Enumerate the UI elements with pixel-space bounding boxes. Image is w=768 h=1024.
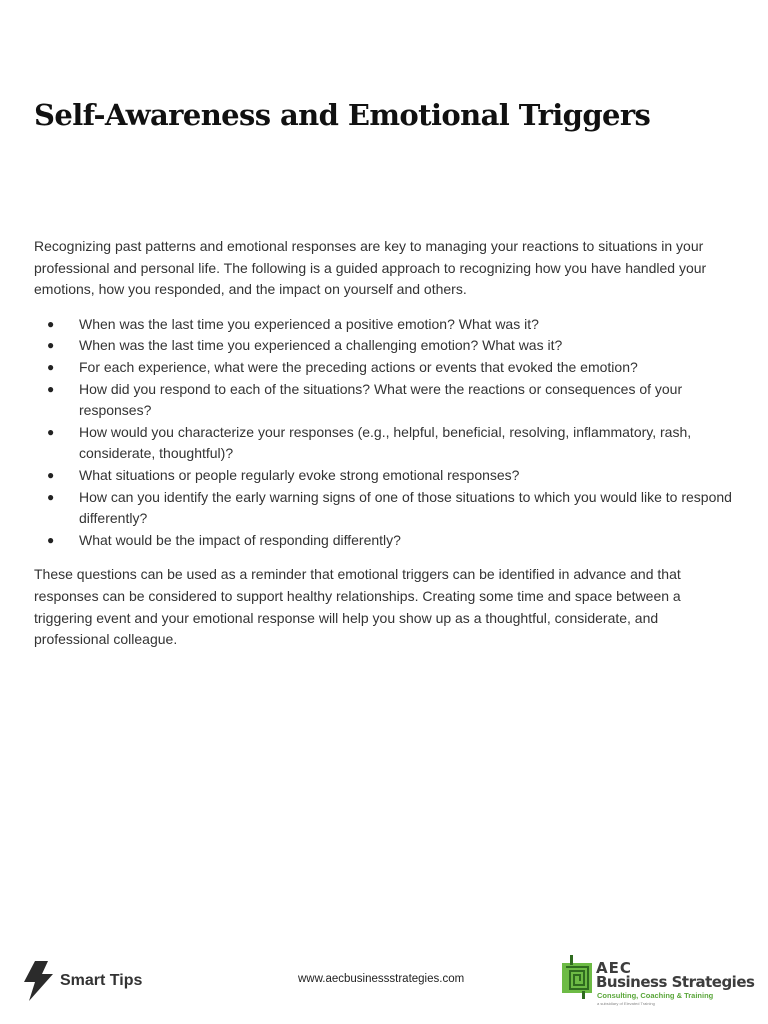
logo-tagline: Consulting, Coaching & Training [597, 991, 714, 1000]
bullet-icon: ● [47, 424, 55, 439]
list-item [34, 379, 734, 422]
question-text: What situations or people regularly evoke strong emotional responses? [79, 466, 520, 483]
question-text: How did you respond to each of the situations? What were the reactions or consequences of your responses? [79, 380, 683, 419]
document-body [34, 236, 734, 651]
smart-tips-brand [24, 961, 142, 1001]
question-text: How can you identify the early warning signs of one of those situations to which you would like to respond differently? [79, 488, 732, 527]
page-footer [0, 945, 768, 1015]
maze-logo-icon [562, 955, 596, 999]
question-text: For each experience, what were the preceding actions or events that evoked the emotion? [79, 358, 638, 375]
list-item [34, 422, 734, 465]
list-item [34, 314, 734, 336]
website-link[interactable]: www.aecbusinessstrategies.com [298, 973, 465, 985]
list-item [34, 530, 734, 552]
company-logo [560, 951, 760, 1009]
bullet-icon: ● [47, 381, 55, 396]
logo-subsidiary: a subsidiary of Elevated Training [597, 1001, 655, 1006]
question-text: When was the last time you experienced a challenging emotion? What was it? [79, 337, 563, 354]
bullet-icon: ● [47, 532, 55, 547]
bullet-icon: ● [47, 359, 55, 374]
bullet-icon: ● [47, 489, 55, 504]
list-item [34, 357, 734, 379]
smart-tips-label: Smart Tips [60, 972, 143, 989]
question-text: When was the last time you experienced a positive emotion? What was it? [79, 315, 539, 332]
conclusion-paragraph: These questions can be used as a reminder that emotional triggers can be identified in advance and that responses can be considered to support healthy relationships. Creating some time and space between a triggering event and your emotional response will help you show up as a thoughtful, considerate, and professional colleague. [34, 566, 681, 648]
question-text: How would you characterize your responses (e.g., helpful, beneficial, resolving, inflammatory, rash, considerate, thoughtful)? [79, 423, 692, 462]
logo-aec-text: AEC [596, 959, 632, 977]
list-item [34, 335, 734, 357]
logo-name-text: Business Strategies [596, 973, 755, 991]
question-list [34, 314, 734, 552]
bullet-icon: ● [47, 316, 55, 331]
list-item [34, 487, 734, 530]
lightning-bolt-icon [24, 961, 54, 1001]
bullet-icon: ● [47, 467, 55, 482]
bullet-icon: ● [47, 338, 55, 353]
intro-paragraph: Recognizing past patterns and emotional responses are key to managing your reactions to situations in your professional and personal life. The following is a guided approach to recognizing how you have handled your emotions, how you responded, and the impact on yourself and others. [34, 238, 707, 298]
question-text: What would be the impact of responding differently? [79, 531, 401, 548]
page-title: Self-Awareness and Emotional Triggers [34, 98, 651, 132]
list-item [34, 465, 734, 487]
